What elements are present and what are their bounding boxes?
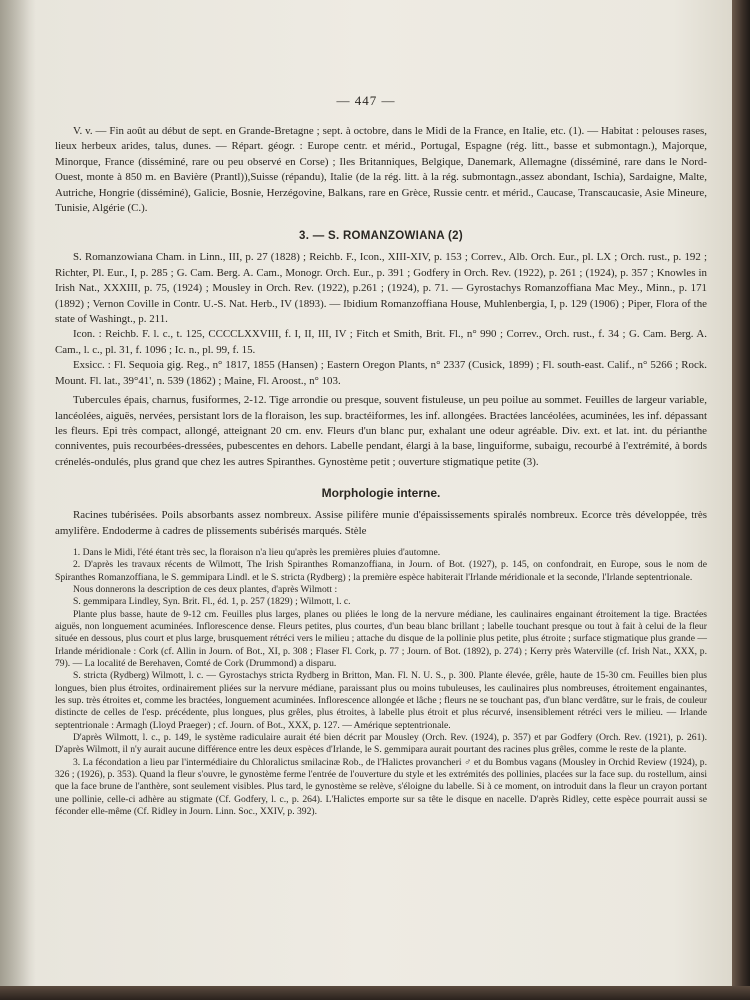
section-heading: 3. — S. ROMANZOWIANA (2) [299,230,463,243]
flowering-distribution-paragraph: V. v. — Fin août au début de sept. en Grande-Bretagne ; sept. à octobre, dans le Midi de la France, en Italie, etc. (1). — Habitat : pelouses rases, lieux herbeux arides, talus, dunes. — Répart. géogr. : Europe centr. et mérid., Portugal, Espagne (rég. litt., basse et submontagn.), Majorque, Minorque, France (disséminé, rare ou peu observé en Corse) ; Iles Britanniques, Belgique, Danemark, Allemagne (disséminé, rare dans le Nord-Ouest, monte à 850 m. en Bavière (Prantl)),Suisse (répandu), Italie (de la rég. litt. à la rég. submontagn.,assez abondant, Ischia), Sardaigne, Malte, Autriche, Hongrie (disséminé), Galicie, Bosnie, Herzégovine, Balkans, rare en Grèce, Russie centr. et mérid., Caucase, Transcaucasie, Asie Mineure, Tunisie, Algérie (C.). [55,125,707,215]
footnote: Plante plus basse, haute de 9-12 cm. Feuilles plus larges, planes ou pliées le long de la nervure médiane, les caulinaires engainant étroitement la tige. Bractées aiguës, non longuement acuminées. Inflorescence dense. Fleurs petites, plus courtes, d'un beau blanc brillant ; labelle touchant presque ou tout à fait à celui de la fleur située en dessous, plus court et plus large, brusquement rétréci vers le milieu ; attache du disque de la pollinie plus petite, plus étroite ; surface stigmatique plus grande — Irlande méridionale : Cork (cf. Allin in Journ. of Bot., XI, p. 308 ; Flaser Fl. Cork, p. 77 ; Journ. of Bot. (1892), p. 274) ; Kerry près Waterville (cf. Irish Nat., XXX, p. 79). — La localité de Berehaven, Comté de Cork (Drummond) a disparu. [55,608,707,670]
subheading-morphology: Morphologie interne. [321,486,441,501]
morphology-paragraph: Racines tubérisées. Poils absorbants assez nombreux. Assise pilifère munie d'épaississements spiralés nombreux. Ecorce très développée, très amylifère. Endoderme à cadres de plissements subérisés marqués. Stèle [55,509,707,537]
footnote: 2. D'après les travaux récents de Wilmott, The Irish Spiranthes Romanzoffiana, in Journ. of Bot. (1927), p. 145, on confondrait, en Europe, sous le nom de Spiranthes Romanzoffiana, le S. gemmipara Lindl. et le S. stricta (Rydberg) ; la première espèce habiterait l'Irlande méridionale et la seconde, l'Irlande septentrionale. [55,559,707,583]
footnote: Nous donnerons la description de ces deux plantes, d'après Wilmott : [73,583,338,595]
icon-references-paragraph: Icon. : Reichb. F. l. c., t. 125, CCCCLXXVIII, f. I, II, III, IV ; Fitch et Smith, Brit. Fl., n° 990 ; Correv., Orch. rust., f. 34 ; G. Cam. Berg. A. Cam., l. c., pl. 31, f. 1096 ; Ic. n., pl. 99, f. 15. [55,328,707,356]
footnote: 3. La fécondation a lieu par l'intermédiaire du Chloralictus smilacinæ Rob., de l'Halictes provancheri ♂ et du Bombus vagans (Mousley in Orchid Review (1924), p. 326 ; (1926), p. 353). Quand la fleur s'ouvre, le gynostème ferme l'entrée de l'ouverture du style et les extrémités des pollinies, placées sur la face sup. du rostellum, ainsi que la face brune de l'anthère, sont seulement visibles. Plus tard, le gynostème se relève, s'éloigne du labelle. Si à ce moment, on introduit dans la fleur un crayon portant une pollinie, celle-ci adhère au stigmate (Cf. Godfery, l. c., p. 264). L'Halictes emporte sur sa tête le disque en nacelle. D'après Ridley, cette espèce pourrait aussi se féconder elle-même (Cf. Ridley in Journ. Linn. Soc., XXIV, p. 392). [55,756,707,818]
footnote: S. stricta (Rydberg) Wilmott, l. c. — Gyrostachys stricta Rydberg in Britton, Man. Fl. N. U. S., p. 300. Plante élevée, grêle, haute de 15-30 cm. Feuilles bien plus longues, bien plus étroites, ordinairement pliées sur la nervure médiane, paraissant plus ou moins tubuleuses, les caulinaires plus nombreuses, étroitement engainantes, les sup. très étroites et, comme les bractées, longuement acuminées. Inflorescence allongée et lâche ; fleurs ne se touchant pas, d'un blanc verdâtre, sur le frais, de couleur distincte de celles de l'esp. précédente, plus longues, plus grêles, plus étroites, à labelle plus étroit et plus récurvé, insensiblement rétréci vers le milieu. — Irlande septentrionale : Armagh (Lloyd Praeger) ; cf. Journ. of Bot., XXX, p. 127. — Amérique septentrionale. [55,670,707,731]
footnote: S. gemmipara Lindley, Syn. Brit. Fl., éd. 1, p. 257 (1829) ; Wilmott, l. c. [73,596,351,608]
footnote: D'après Wilmott, l. c., p. 149, le système radiculaire aurait été bien décrit par Mousley (Orch. Rev. (1924), p. 357) et par Godfery (Orch. Rev. (1921), p. 261). D'après Wilmott, il n'y aurait aucune différence entre les deux espèces d'Irlande, le S. gemmipara aurait pourtant des racines plus grêles, comme le reste de la plante. [55,732,707,756]
footnotes [55,547,707,819]
book-spine-edge [732,0,750,1000]
description-paragraph: Tubercules épais, charnus, fusiformes, 2-12. Tige arrondie ou presque, souvent fistuleuse, un peu poilue au sommet. Feuilles de largeur variable, lancéolées, aiguës, nervées, persistant lors de la floraison, les sup. bractéiformes, les inf. allongées. Bractées lancéolées, acuminées, les inf. dépassant les fleurs. Epi très compact, allongé, atteignant 20 cm. env. Fleurs d'un blanc pur, exhalant une odeur agréable. Div. ext. et lat. int. du périanthe conniventes, puis recourbées-dressées, pubescentes en dehors. Labelle pendant, élargi à la base, linguiforme, subaigu, recourbé à l'extrémité, à bords crénelés-ondulés, plus grand que chez les autres Spiranthes. Gynostème petit ; ouverture stigmatique petite (3). [55,394,707,468]
gutter-shadow [0,0,36,986]
page-number: — 447 — [336,93,396,108]
text-column [55,92,707,819]
footnote: 1. Dans le Midi, l'été étant très sec, la floraison n'a lieu qu'après les premières pluies d'automne. [73,546,441,558]
exsiccata-paragraph: Exsicc. : Fl. Sequoia gig. Reg., n° 1817, 1855 (Hansen) ; Eastern Oregon Plants, n° 2337 (Cusick, 1899) ; Fl. south-east. Calif., n° 5266 ; Rock. Mount. Fl. lat., 39°41', n. 539 (1862) ; Maine, Fl. Aroost., n° 103. [55,359,707,387]
book-bottom-edge [0,986,750,1000]
synonymy-paragraph: S. Romanzowiana Cham. in Linn., III, p. 27 (1828) ; Reichb. F., Icon., XIII-XIV, p. 153 ; Correv., Alb. Orch. Eur., pl. LX ; Orch. rust., p. 192 ; Richter, Pl. Eur., I, p. 285 ; G. Cam. Berg. A. Cam., Monogr. Orch. Eur., p. 391 ; Godfery in Orch. Rev. (1922), p. 261 ; (1924), p. 357 ; Knowles in Irish Nat., XXXIII, p. 75, (1924) ; Mousley in Orch. Rev. (1922), p.261 ; (1924), p. 71. — Gyrostachys Romanzoffiana Mac Mey., Minn., p. 171 (1892) ; Vernon Coville in Contr. U.-S. Nat. Herb., IV (1893). — Ibidium Romanzoffiana House, Muhlenbergia, I, p. 129 (1906) ; Piper, Flora of the state of Washingt., p. 211. [55,251,707,326]
